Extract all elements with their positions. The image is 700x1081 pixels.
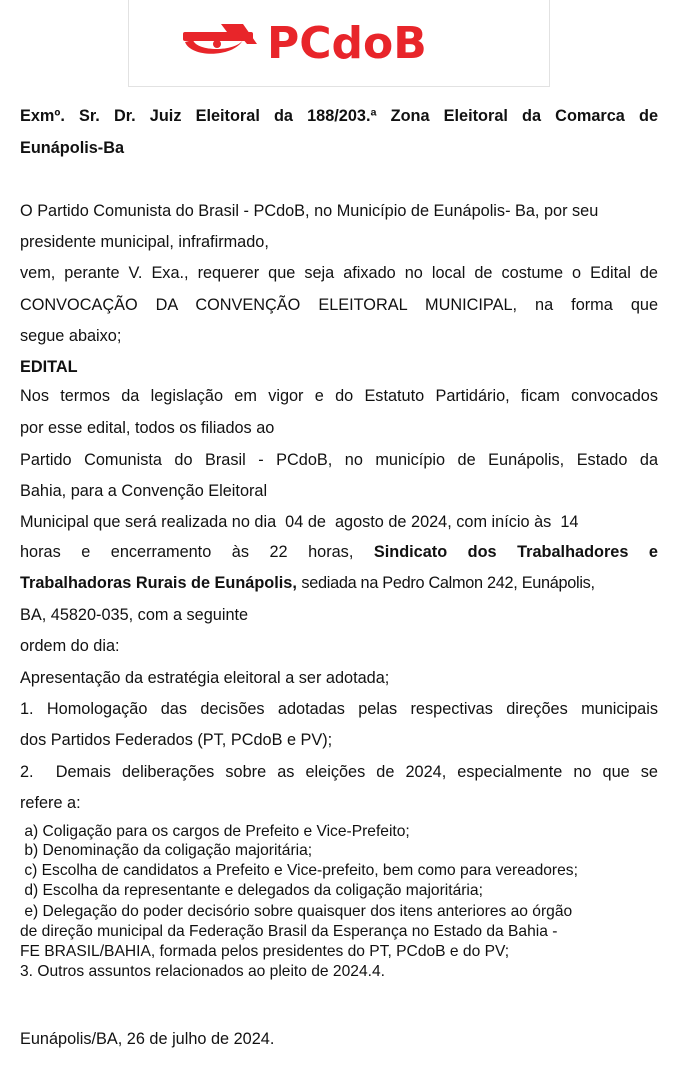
sub-item-b: b) Denominação da coligação majoritária; [20, 842, 313, 859]
hammer-sickle-icon [183, 24, 257, 54]
agenda-item-2-line-2: refere a: [20, 794, 81, 812]
venue-name-part-2: Trabalhadoras Rurais de Eunápolis, [20, 574, 297, 592]
edital-line-3: Partido Comunista do Brasil - PCdoB, no município de Eunápolis, Estado da [20, 451, 658, 469]
letterhead [128, 0, 550, 87]
edital-line-6 [20, 542, 658, 562]
agenda-item-2-line-1: 2. Demais deliberações sobre as eleições de 2024, especialmente no que se [20, 763, 658, 781]
agenda-item-3: 3. Outros assuntos relacionados ao pleito de 2024.4. [20, 963, 385, 980]
addressee-line-2: Eunápolis-Ba [20, 139, 125, 157]
venue-address: sediada na Pedro Calmon 242, Eunápolis, [301, 574, 595, 592]
edital-line-7 [20, 573, 658, 593]
sub-item-e-line-1: e) Delegação do poder decisório sobre quaisquer dos itens anteriores ao órgão [20, 903, 573, 920]
request-line-3: segue abaixo; [20, 327, 122, 345]
edital-line-5: Municipal que será realizada no dia 04 de agosto de 2024, com início às 14 [20, 513, 579, 531]
edital-heading: EDITAL [20, 358, 78, 376]
edital-line-1: Nos termos da legislação em vigor e do Estatuto Partidário, ficam convocados [20, 387, 658, 405]
sub-item-a: a) Coligação para os cargos de Prefeito e Vice-Prefeito; [20, 823, 410, 840]
venue-name-part-1: Sindicato dos Trabalhadores e [373, 543, 658, 561]
place-date: Eunápolis/BA, 26 de julho de 2024. [20, 1030, 275, 1048]
intro-line-1: O Partido Comunista do Brasil - PCdoB, no Município de Eunápolis- Ba, por seu [20, 202, 599, 220]
edital-line-8: BA, 45820-035, com a seguinte [20, 606, 249, 624]
addressee-line-1: Exmº. Sr. Dr. Juiz Eleitoral da 188/203.ª Zona Eleitoral da Comarca de [20, 107, 658, 125]
pcdob-logo [181, 14, 501, 70]
edital-line-2: por esse edital, todos os filiados ao [20, 419, 275, 437]
logo-text: PCdoB [267, 18, 427, 69]
edital-line-6-text: horas e encerramento às 22 horas, [20, 543, 354, 561]
agenda-intro: Apresentação da estratégia eleitoral a ser adotada; [20, 669, 390, 687]
sub-item-c: c) Escolha de candidatos a Prefeito e Vice-prefeito, bem como para vereadores; [20, 862, 578, 879]
sub-item-e-line-2: de direção municipal da Federação Brasil da Esperança no Estado da Bahia - [20, 923, 558, 940]
agenda-item-1-line-2: dos Partidos Federados (PT, PCdoB e PV); [20, 731, 333, 749]
edital-line-9: ordem do dia: [20, 637, 120, 655]
agenda-item-1-line-1: 1. Homologação das decisões adotadas pelas respectivas direções municipais [20, 700, 658, 718]
edital-line-4: Bahia, para a Convenção Eleitoral [20, 482, 268, 500]
request-line-2: CONVOCAÇÃO DA CONVENÇÃO ELEITORAL MUNICIPAL, na forma que [20, 296, 658, 314]
sub-item-e-line-3: FE BRASIL/BAHIA, formada pelos presidentes do PT, PCdoB e do PV; [20, 943, 510, 960]
sub-item-d: d) Escolha da representante e delegados da coligação majoritária; [20, 882, 483, 899]
request-line-1: vem, perante V. Exa., requerer que seja afixado no local de costume o Edital de [20, 264, 658, 282]
intro-line-2: presidente municipal, infrafirmado, [20, 233, 269, 251]
